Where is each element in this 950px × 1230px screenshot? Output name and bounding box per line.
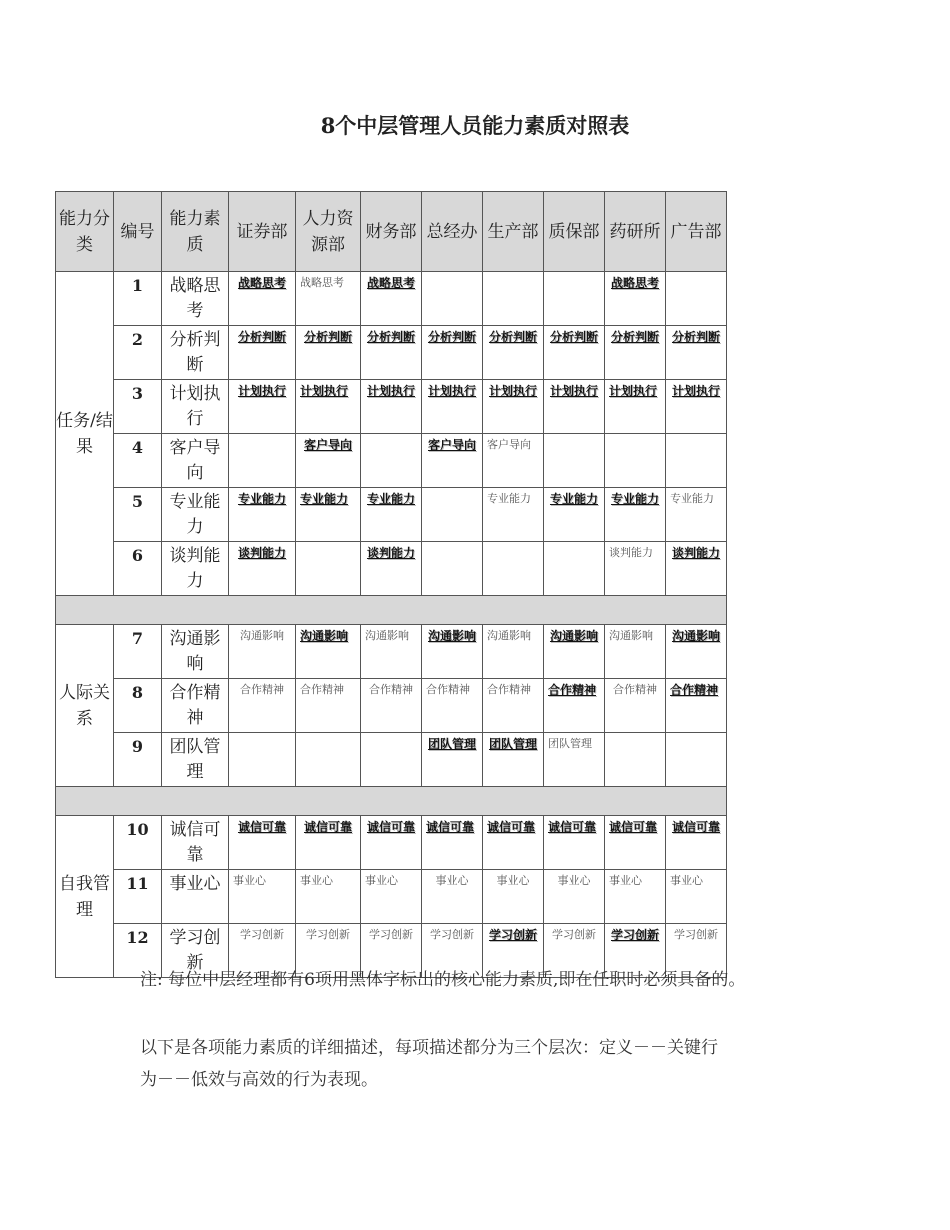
competency-cell: 事业心: [361, 870, 422, 924]
competency-cell: 战略思考: [296, 272, 361, 326]
competency-cell: [605, 434, 666, 488]
table-row: [56, 380, 727, 434]
core-competency-cell: 专业能力: [229, 488, 296, 542]
document-title: 8个中层管理人员能力素质对照表: [320, 113, 630, 138]
core-competency-cell: 分析判断: [544, 326, 605, 380]
competency-cell: 事业心: [544, 870, 605, 924]
competency-cell: [422, 488, 483, 542]
core-competency-cell: 分析判断: [229, 326, 296, 380]
core-competency-cell: 计划执行: [544, 380, 605, 434]
competency-cell: [544, 542, 605, 596]
core-competency-cell: 客户导向: [296, 434, 361, 488]
column-header: 生产部: [483, 192, 544, 272]
description-line-2: 为－－低效与高效的行为表现。: [140, 1070, 378, 1090]
table-row: [56, 679, 727, 733]
core-competency-cell: 诚信可靠: [483, 816, 544, 870]
competency-name: 事业心: [162, 870, 229, 924]
competency-cell: [229, 733, 296, 787]
competency-cell: [229, 434, 296, 488]
column-header: 总经办: [422, 192, 483, 272]
competency-cell: 合作精神: [422, 679, 483, 733]
row-number: 8: [114, 679, 162, 733]
core-competency-cell: 学习创新: [483, 924, 544, 978]
competency-cell: [666, 733, 727, 787]
table-row: [56, 326, 727, 380]
competency-cell: [296, 733, 361, 787]
column-header: 能力分类: [56, 192, 114, 272]
competency-cell: 沟通影响: [483, 625, 544, 679]
column-header: 财务部: [361, 192, 422, 272]
competency-cell: [422, 542, 483, 596]
competency-name: 沟通影响: [162, 625, 229, 679]
core-competency-cell: 计划执行: [483, 380, 544, 434]
column-header: 人力资源部: [296, 192, 361, 272]
core-competency-cell: 分析判断: [296, 326, 361, 380]
row-number: 3: [114, 380, 162, 434]
row-number: 6: [114, 542, 162, 596]
competency-cell: 合作精神: [296, 679, 361, 733]
core-competency-cell: 沟通影响: [422, 625, 483, 679]
core-competency-cell: 诚信可靠: [422, 816, 483, 870]
competency-cell: 事业心: [229, 870, 296, 924]
competency-name: 诚信可靠: [162, 816, 229, 870]
column-header: 广告部: [666, 192, 727, 272]
column-header: 质保部: [544, 192, 605, 272]
category-cell: 任务/结果: [56, 272, 114, 596]
row-number: 7: [114, 625, 162, 679]
competency-cell: 沟通影响: [229, 625, 296, 679]
separator-cell: [56, 596, 727, 625]
competency-name: 谈判能力: [162, 542, 229, 596]
competency-cell: 学习创新: [361, 924, 422, 978]
core-competency-cell: 战略思考: [361, 272, 422, 326]
competency-cell: 事业心: [422, 870, 483, 924]
core-competency-cell: 合作精神: [666, 679, 727, 733]
competency-cell: 客户导向: [483, 434, 544, 488]
competency-cell: [666, 272, 727, 326]
competency-cell: 事业心: [483, 870, 544, 924]
core-competency-cell: 专业能力: [296, 488, 361, 542]
core-competency-cell: 沟通影响: [666, 625, 727, 679]
core-competency-cell: 诚信可靠: [296, 816, 361, 870]
competency-cell: 团队管理: [544, 733, 605, 787]
core-competency-cell: 谈判能力: [666, 542, 727, 596]
table-row: [56, 542, 727, 596]
competency-cell: 合作精神: [605, 679, 666, 733]
core-competency-cell: 分析判断: [422, 326, 483, 380]
core-competency-cell: 战略思考: [605, 272, 666, 326]
table-body: [56, 272, 727, 978]
section-separator: [56, 596, 727, 625]
core-competency-cell: 团队管理: [422, 733, 483, 787]
core-competency-cell: 沟通影响: [544, 625, 605, 679]
competency-name: 客户导向: [162, 434, 229, 488]
competency-name: 分析判断: [162, 326, 229, 380]
table-row: [56, 272, 727, 326]
competency-cell: 专业能力: [483, 488, 544, 542]
core-competency-cell: 战略思考: [229, 272, 296, 326]
core-competency-cell: 客户导向: [422, 434, 483, 488]
core-competency-cell: 谈判能力: [229, 542, 296, 596]
row-number: 5: [114, 488, 162, 542]
description-line-1: 以下是各项能力素质的详细描述，每项描述都分为三个层次：定义－－关键行: [140, 1038, 718, 1058]
category-cell: 人际关系: [56, 625, 114, 787]
core-competency-cell: 沟通影响: [296, 625, 361, 679]
competency-cell: 谈判能力: [605, 542, 666, 596]
core-competency-cell: 计划执行: [296, 380, 361, 434]
competency-cell: 专业能力: [666, 488, 727, 542]
row-number: 4: [114, 434, 162, 488]
core-competency-cell: 分析判断: [483, 326, 544, 380]
competency-name: 专业能力: [162, 488, 229, 542]
core-competency-cell: 专业能力: [361, 488, 422, 542]
competency-cell: 学习创新: [229, 924, 296, 978]
table-row: [56, 870, 727, 924]
competency-cell: 事业心: [605, 870, 666, 924]
column-header: 编号: [114, 192, 162, 272]
competency-cell: 沟通影响: [605, 625, 666, 679]
table-row: [56, 488, 727, 542]
core-competency-cell: 计划执行: [422, 380, 483, 434]
row-number: 10: [114, 816, 162, 870]
competency-cell: 事业心: [666, 870, 727, 924]
competency-cell: 学习创新: [296, 924, 361, 978]
table-row: [56, 816, 727, 870]
competency-cell: 学习创新: [666, 924, 727, 978]
competency-cell: [361, 434, 422, 488]
competency-name: 计划执行: [162, 380, 229, 434]
core-competency-cell: 计划执行: [229, 380, 296, 434]
competency-table: [55, 191, 727, 978]
competency-name: 合作精神: [162, 679, 229, 733]
competency-cell: [544, 434, 605, 488]
competency-cell: [422, 272, 483, 326]
competency-cell: [483, 542, 544, 596]
table-row: [56, 733, 727, 787]
competency-cell: [483, 272, 544, 326]
section-separator: [56, 787, 727, 816]
core-competency-cell: 专业能力: [544, 488, 605, 542]
competency-cell: [361, 733, 422, 787]
competency-name: 战略思考: [162, 272, 229, 326]
table-row: [56, 434, 727, 488]
competency-cell: 合作精神: [361, 679, 422, 733]
competency-cell: [666, 434, 727, 488]
core-competency-cell: 分析判断: [666, 326, 727, 380]
core-competency-cell: 诚信可靠: [605, 816, 666, 870]
core-competency-cell: 分析判断: [361, 326, 422, 380]
core-competency-cell: 团队管理: [483, 733, 544, 787]
core-competency-cell: 诚信可靠: [361, 816, 422, 870]
separator-cell: [56, 787, 727, 816]
column-header: 能力素质: [162, 192, 229, 272]
column-header: 药研所: [605, 192, 666, 272]
core-competency-cell: 计划执行: [666, 380, 727, 434]
competency-cell: 事业心: [296, 870, 361, 924]
competency-cell: 合作精神: [483, 679, 544, 733]
category-cell: 自我管理: [56, 816, 114, 978]
competency-name: 学习创新: [162, 924, 229, 978]
core-competency-cell: 谈判能力: [361, 542, 422, 596]
core-competency-cell: 学习创新: [605, 924, 666, 978]
core-competency-cell: 计划执行: [361, 380, 422, 434]
competency-cell: [544, 272, 605, 326]
core-competency-cell: 计划执行: [605, 380, 666, 434]
core-competency-cell: 分析判断: [605, 326, 666, 380]
competency-cell: [605, 733, 666, 787]
competency-name: 团队管理: [162, 733, 229, 787]
core-competency-cell: 诚信可靠: [666, 816, 727, 870]
row-number: 1: [114, 272, 162, 326]
column-header: 证券部: [229, 192, 296, 272]
row-number: 2: [114, 326, 162, 380]
core-competency-cell: 专业能力: [605, 488, 666, 542]
competency-cell: 学习创新: [422, 924, 483, 978]
core-competency-cell: 合作精神: [544, 679, 605, 733]
core-competency-cell: 诚信可靠: [544, 816, 605, 870]
row-number: 9: [114, 733, 162, 787]
competency-cell: 沟通影响: [361, 625, 422, 679]
competency-cell: 合作精神: [229, 679, 296, 733]
row-number: 12: [114, 924, 162, 978]
core-competency-cell: 诚信可靠: [229, 816, 296, 870]
competency-cell: 学习创新: [544, 924, 605, 978]
competency-cell: [296, 542, 361, 596]
table-row: [56, 625, 727, 679]
table-header-row: [56, 192, 727, 272]
table-note: 注: 每位中层经理都有6项用黑体字标出的核心能力素质,即在任职时必须具备的。: [140, 970, 746, 990]
row-number: 11: [114, 870, 162, 924]
